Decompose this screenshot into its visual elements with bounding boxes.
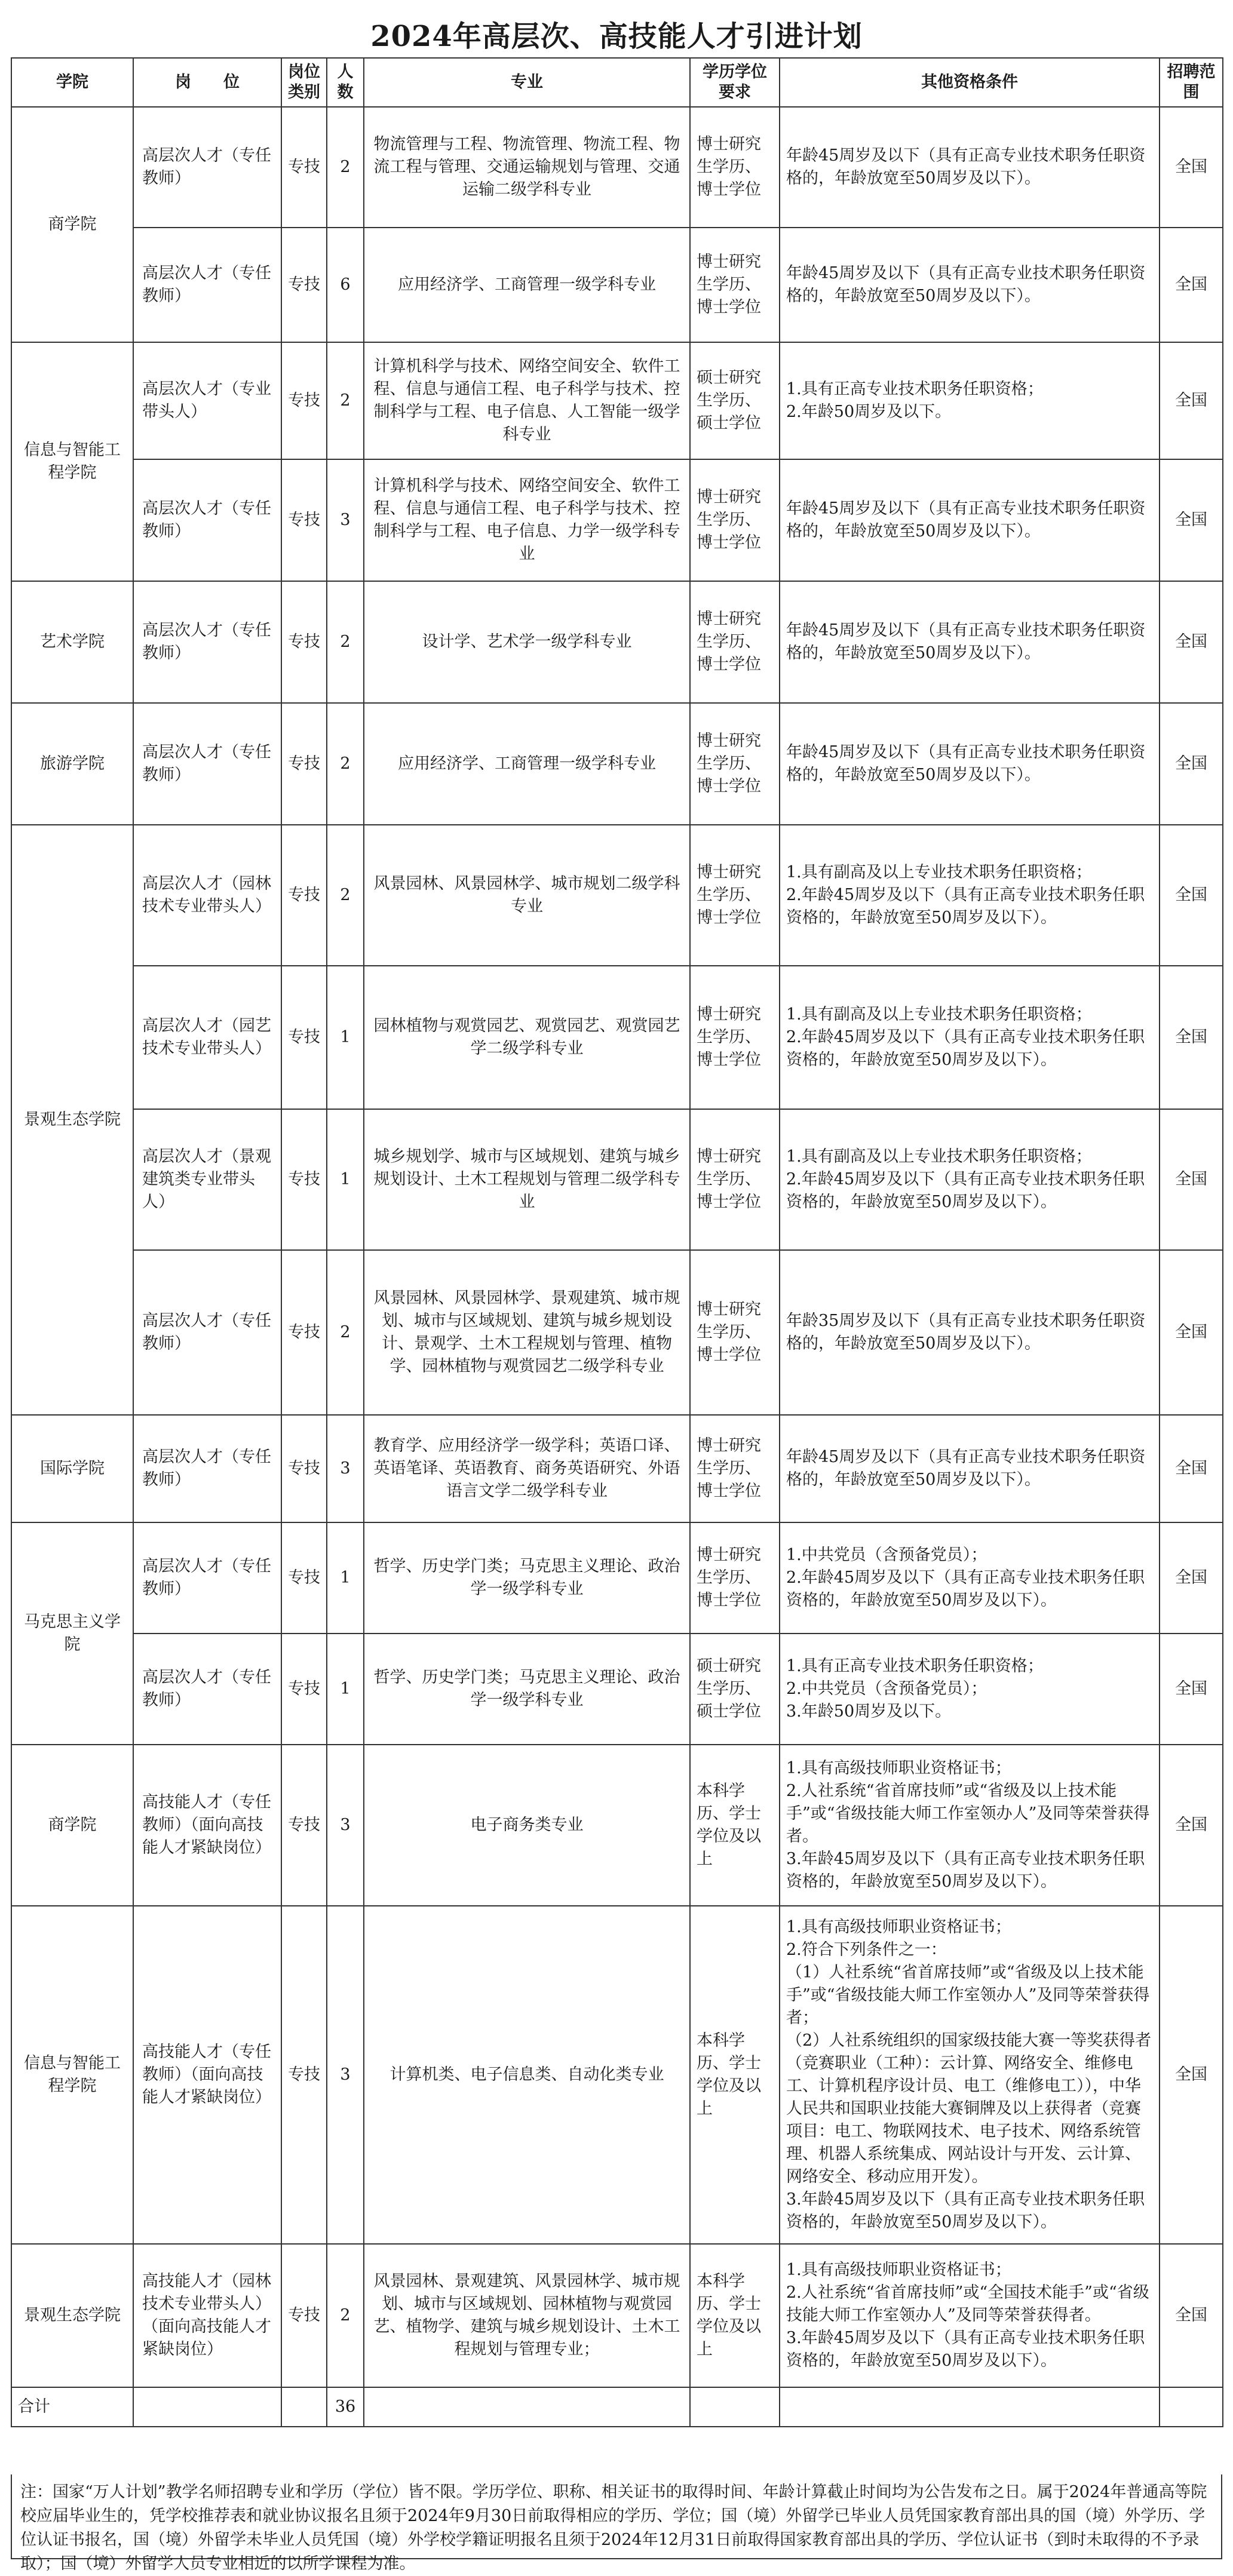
position-cell: 高层次人才（专任教师） [133,107,281,228]
count-cell: 2 [327,1250,364,1415]
table-row [11,459,1223,581]
scope-cell: 全国 [1160,1250,1223,1415]
position-cell: 高层次人才（专任教师） [133,459,281,581]
major-cell: 计算机类、电子信息类、自动化类专业 [364,1906,690,2244]
education-cell: 博士研究生学历、博士学位 [690,703,780,825]
table-row [11,2244,1223,2387]
total-empty [281,2387,327,2427]
recruitment-table [11,57,1223,2427]
category-cell: 专技 [281,825,327,966]
qualification-cell: 1.具有副高及以上专业技术职务任职资格； 2.年龄45周岁及以下（具有正高专业技术职务任职资格的，年龄放宽至50周岁及以下）。 [780,1109,1160,1250]
table-row [11,1415,1223,1522]
qualification-cell: 年龄45周岁及以下（具有正高专业技术职务任职资格的，年龄放宽至50周岁及以下）。 [780,459,1160,581]
header-education: 学历学位要求 [690,58,780,107]
table-row [11,825,1223,966]
total-label: 合计 [11,2387,133,2427]
scope-cell: 全国 [1160,342,1223,459]
education-cell: 硕士研究生学历、硕士学位 [690,342,780,459]
education-cell: 硕士研究生学历、硕士学位 [690,1634,780,1745]
total-empty [690,2387,780,2427]
table-row [11,1109,1223,1250]
qualification-cell: 1.具有正高专业技术职务任职资格； 2.中共党员（含预备党员）； 3.年龄50周岁及以下。 [780,1634,1160,1745]
education-cell: 博士研究生学历、博士学位 [690,459,780,581]
count-cell: 2 [327,581,364,703]
header-count: 人数 [327,58,364,107]
qualification-cell: 1.具有高级技师职业资格证书； 2.人社系统“省首席技师”或“全国技术能手”或“省级技能大师工作室领办人”及同等荣誉获得者。 3.年龄45周岁及以下（具有正高专业技术职务任职资格的，年龄放宽至50周岁及以下）。 [780,2244,1160,2387]
total-empty [364,2387,690,2427]
position-cell: 高层次人才（专任教师） [133,1250,281,1415]
position-cell: 高层次人才（专任教师） [133,228,281,342]
count-cell: 2 [327,107,364,228]
major-cell: 风景园林、风景园林学、城市规划二级学科专业 [364,825,690,966]
qualification-cell: 1.具有副高及以上专业技术职务任职资格； 2.年龄45周岁及以下（具有正高专业技术职务任职资格的，年龄放宽至50周岁及以下）。 [780,825,1160,966]
header-scope: 招聘范围 [1160,58,1223,107]
count-cell: 2 [327,2244,364,2387]
college-cell: 景观生态学院 [11,2244,133,2387]
scope-cell: 全国 [1160,1906,1223,2244]
table-row [11,1250,1223,1415]
position-cell: 高层次人才（专任教师） [133,1522,281,1634]
qualification-cell: 年龄45周岁及以下（具有正高专业技术职务任职资格的，年龄放宽至50周岁及以下）。 [780,581,1160,703]
count-cell: 3 [327,459,364,581]
header-other: 其他资格条件 [780,58,1160,107]
position-cell: 高层次人才（园林技术专业带头人） [133,825,281,966]
major-cell: 教育学、应用经济学一级学科；英语口译、英语笔译、英语教育、商务英语研究、外语语言文学二级学科专业 [364,1415,690,1522]
college-cell: 信息与智能工程学院 [11,1906,133,2244]
count-cell: 2 [327,342,364,459]
education-cell: 本科学历、学士学位及以上 [690,1906,780,2244]
position-cell: 高层次人才（专业带头人） [133,342,281,459]
scope-cell: 全国 [1160,2244,1223,2387]
table-body [11,107,1223,2387]
total-count: 36 [327,2387,364,2427]
scope-cell: 全国 [1160,825,1223,966]
category-cell: 专技 [281,107,327,228]
category-cell: 专技 [281,581,327,703]
education-cell: 博士研究生学历、博士学位 [690,825,780,966]
category-cell: 专技 [281,1250,327,1415]
education-cell: 本科学历、学士学位及以上 [690,1745,780,1906]
position-cell: 高技能人才（园林技术专业带头人）（面向高技能人才紧缺岗位） [133,2244,281,2387]
count-cell: 6 [327,228,364,342]
position-cell: 高技能人才（专任教师）（面向高技能人才紧缺岗位） [133,1745,281,1906]
category-cell: 专技 [281,1109,327,1250]
category-cell: 专技 [281,342,327,459]
table-row [11,581,1223,703]
page-title: 2024年高层次、高技能人才引进计划 [370,20,863,53]
major-cell: 哲学、历史学门类；马克思主义理论、政治学一级学科专业 [364,1634,690,1745]
scope-cell: 全国 [1160,966,1223,1109]
education-cell: 博士研究生学历、博士学位 [690,1250,780,1415]
college-cell: 景观生态学院 [11,825,133,1415]
scope-cell: 全国 [1160,1745,1223,1906]
table-row [11,1522,1223,1634]
header-major: 专业 [364,58,690,107]
college-cell: 信息与智能工程学院 [11,342,133,581]
major-cell: 风景园林、景观建筑、风景园林学、城市规划、城市与区域规划、园林植物与观赏园艺、植物学、建筑与城乡规划设计、土木工程规划与管理专业； [364,2244,690,2387]
major-cell: 计算机科学与技术、网络空间安全、软件工程、信息与通信工程、电子科学与技术、控制科学与工程、电子信息、力学一级学科专业 [364,459,690,581]
position-cell: 高技能人才（专任教师）（面向高技能人才紧缺岗位） [133,1906,281,2244]
category-cell: 专技 [281,1522,327,1634]
position-cell: 高层次人才（专任教师） [133,703,281,825]
footnote: 注：国家“万人计划”教学名师招聘专业和学历（学位）皆不限。学历学位、职称、相关证书的取得时间、年龄计算截止时间均为公告发布之日。属于2024年普通高等院校应届毕业生的，凭学校推荐表和就业协议报名且须于2024年9月30日前取得相应的学历、学位；国（境）外留学已毕业人员凭国家教育部出具的国（境）外学历、学位认证书报名，国（境）外留学未毕业人员凭国（境）外学校学籍证明报名且须于2024年12月31日前取得国家教育部出具的学历、学位认证书（到时未取得的不予录取）；国（境）外留学人员专业相近的以所学课程为准。 [11,2474,1222,2559]
major-cell: 风景园林、风景园林学、景观建筑、城市规划、城市与区域规划、建筑与城乡规划设计、景观学、土木工程规划与管理、植物学、园林植物与观赏园艺二级学科专业 [364,1250,690,1415]
position-cell: 高层次人才（专任教师） [133,1634,281,1745]
position-cell: 高层次人才（专任教师） [133,1415,281,1522]
scope-cell: 全国 [1160,1522,1223,1634]
education-cell: 博士研究生学历、博士学位 [690,1522,780,1634]
education-cell: 本科学历、学士学位及以上 [690,2244,780,2387]
qualification-cell: 1.具有正高专业技术职务任职资格； 2.年龄50周岁及以下。 [780,342,1160,459]
college-cell: 商学院 [11,107,133,342]
qualification-cell: 1.具有高级技师职业资格证书； 2.人社系统“省首席技师”或“省级及以上技术能手”或“省级技能大师工作室领办人”及同等荣誉获得者。 3.年龄45周岁及以下（具有正高专业技术职务任职资格的，年龄放宽至50周岁及以下）。 [780,1745,1160,1906]
qualification-cell: 1.具有高级技师职业资格证书； 2.符合下列条件之一： （1）人社系统“省首席技师”或“省级及以上技术能手”或“省级技能大师工作室领办人”及同等荣誉获得者； （2）人社系统组织的国家级技能大赛一等奖获得者（竞赛职业（工种）：云计算、网络安全、维修电工、计算机程序设计员、电工（维修电工）），中华人民共和国职业技能大赛铜牌及以上获得者（竞赛项目：电工、物联网技术、电子技术、网络系统管理、机器人系统集成、网站设计与开发、云计算、网络安全、移动应用开发）。 3.年龄45周岁及以下（具有正高专业技术职务任职资格的，年龄放宽至50周岁及以下）。 [780,1906,1160,2244]
scope-cell: 全国 [1160,1415,1223,1522]
major-cell: 哲学、历史学门类；马克思主义理论、政治学一级学科专业 [364,1522,690,1634]
total-row [11,2387,1223,2427]
qualification-cell: 年龄45周岁及以下（具有正高专业技术职务任职资格的，年龄放宽至50周岁及以下）。 [780,1415,1160,1522]
position-cell: 高层次人才（专任教师） [133,581,281,703]
table-row [11,1906,1223,2244]
header-college: 学院 [11,58,133,107]
college-cell: 马克思主义学院 [11,1522,133,1745]
qualification-cell: 年龄45周岁及以下（具有正高专业技术职务任职资格的，年龄放宽至50周岁及以下）。 [780,107,1160,228]
table-row [11,1745,1223,1906]
category-cell: 专技 [281,703,327,825]
education-cell: 博士研究生学历、博士学位 [690,581,780,703]
header-position: 岗 位 [133,58,281,107]
major-cell: 应用经济学、工商管理一级学科专业 [364,703,690,825]
scope-cell: 全国 [1160,1109,1223,1250]
education-cell: 博士研究生学历、博士学位 [690,966,780,1109]
scope-cell: 全国 [1160,228,1223,342]
scope-cell: 全国 [1160,107,1223,228]
scope-cell: 全国 [1160,459,1223,581]
education-cell: 博士研究生学历、博士学位 [690,1415,780,1522]
education-cell: 博士研究生学历、博士学位 [690,1109,780,1250]
table-row [11,228,1223,342]
category-cell: 专技 [281,1906,327,2244]
major-cell: 应用经济学、工商管理一级学科专业 [364,228,690,342]
table-row [11,107,1223,228]
scope-cell: 全国 [1160,703,1223,825]
category-cell: 专技 [281,228,327,342]
qualification-cell: 1.中共党员（含预备党员）； 2.年龄45周岁及以下（具有正高专业技术职务任职资格的，年龄放宽至50周岁及以下）。 [780,1522,1160,1634]
category-cell: 专技 [281,966,327,1109]
table-row [11,703,1223,825]
count-cell: 3 [327,1906,364,2244]
table-row [11,966,1223,1109]
qualification-cell: 年龄35周岁及以下（具有正高专业技术职务任职资格的，年龄放宽至50周岁及以下）。 [780,1250,1160,1415]
table-row [11,342,1223,459]
category-cell: 专技 [281,2244,327,2387]
count-cell: 2 [327,825,364,966]
scope-cell: 全国 [1160,581,1223,703]
position-cell: 高层次人才（园艺技术专业带头人） [133,966,281,1109]
table-row [11,1634,1223,1745]
count-cell: 1 [327,966,364,1109]
major-cell: 城乡规划学、城市与区域规划、建筑与城乡规划设计、土木工程规划与管理二级学科专业 [364,1109,690,1250]
count-cell: 1 [327,1634,364,1745]
college-cell: 商学院 [11,1745,133,1906]
count-cell: 1 [327,1109,364,1250]
count-cell: 2 [327,703,364,825]
qualification-cell: 年龄45周岁及以下（具有正高专业技术职务任职资格的，年龄放宽至50周岁及以下）。 [780,703,1160,825]
category-cell: 专技 [281,1745,327,1906]
count-cell: 3 [327,1745,364,1906]
category-cell: 专技 [281,1634,327,1745]
scope-cell: 全国 [1160,1634,1223,1745]
qualification-cell: 年龄45周岁及以下（具有正高专业技术职务任职资格的，年龄放宽至50周岁及以下）。 [780,228,1160,342]
total-empty [780,2387,1160,2427]
total-empty [133,2387,281,2427]
major-cell: 设计学、艺术学一级学科专业 [364,581,690,703]
education-cell: 博士研究生学历、博士学位 [690,228,780,342]
major-cell: 电子商务类专业 [364,1745,690,1906]
category-cell: 专技 [281,1415,327,1522]
header-row [11,58,1223,107]
position-cell: 高层次人才（景观建筑类专业带头人） [133,1109,281,1250]
college-cell: 旅游学院 [11,703,133,825]
header-category: 岗位类别 [281,58,327,107]
education-cell: 博士研究生学历、博士学位 [690,107,780,228]
qualification-cell: 1.具有副高及以上专业技术职务任职资格； 2.年龄45周岁及以下（具有正高专业技术职务任职资格的，年龄放宽至50周岁及以下）。 [780,966,1160,1109]
total-empty [1160,2387,1223,2427]
category-cell: 专技 [281,459,327,581]
count-cell: 3 [327,1415,364,1522]
major-cell: 物流管理与工程、物流管理、物流工程、物流工程与管理、交通运输规划与管理、交通运输二级学科专业 [364,107,690,228]
college-cell: 艺术学院 [11,581,133,703]
major-cell: 园林植物与观赏园艺、观赏园艺、观赏园艺学二级学科专业 [364,966,690,1109]
count-cell: 1 [327,1522,364,1634]
college-cell: 国际学院 [11,1415,133,1522]
major-cell: 计算机科学与技术、网络空间安全、软件工程、信息与通信工程、电子科学与技术、控制科学与工程、电子信息、人工智能一级学科专业 [364,342,690,459]
